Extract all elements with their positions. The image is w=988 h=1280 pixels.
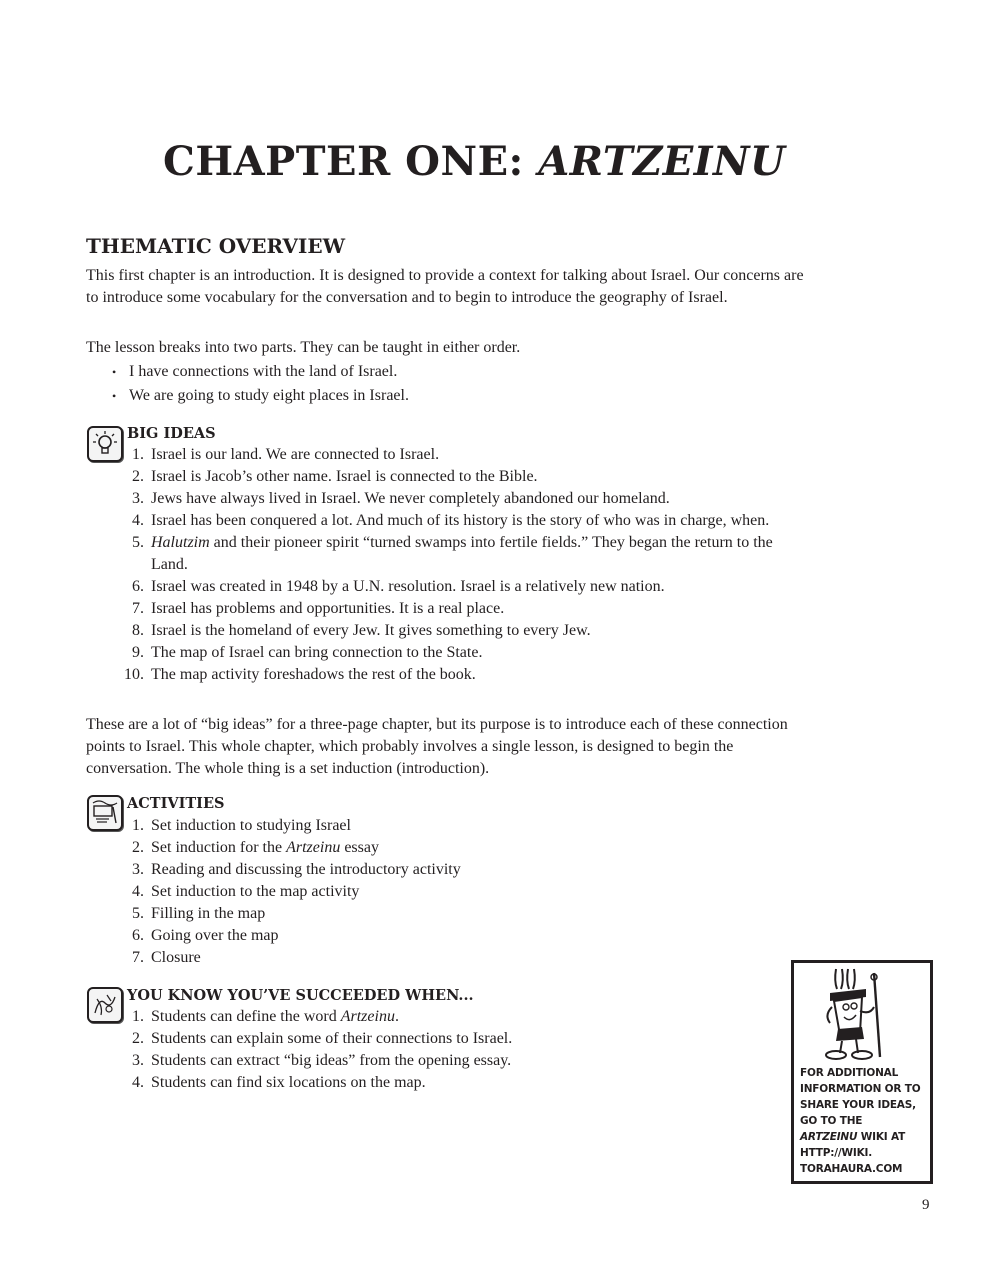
overview-bullet-list xyxy=(112,360,409,408)
big-ideas-heading: BIG IDEAS xyxy=(127,425,216,442)
success-icon xyxy=(87,987,123,1023)
chapter-title xyxy=(163,138,785,185)
list-item: 7. Closure xyxy=(132,949,201,966)
list-item: 3. Reading and discussing the introductory activity xyxy=(132,861,461,878)
list-item: 1. Set induction to studying Israel xyxy=(132,817,351,834)
overview-paragraph-2: The lesson breaks into two parts. They can be taught in either order. xyxy=(86,339,521,356)
wiki-info-text: FOR ADDITIONAL INFORMATION OR TO SHARE YOUR IDEAS, GO TO THE ARTZEINU WIKI AT HTTP://WIKI. TORAHAURA.COM xyxy=(800,1065,928,1177)
big-ideas-closing-paragraph: These are a lot of “big ideas” for a three-page chapter, but its purpose is to introduce each of these connection points to Israel. This whole chapter, which probably involves a single lesson, is designed to begin the conversation. The whole thing is a set induction (introduction). xyxy=(86,716,788,777)
list-item: 2. Israel is Jacob’s other name. Israel is connected to the Bible. xyxy=(132,468,538,485)
list-item: 6. Israel was created in 1948 by a U.N. resolution. Israel is a relatively new nation. xyxy=(132,578,665,595)
big-ideas-list xyxy=(126,444,801,686)
wiki-link[interactable]: HTTP://WIKI. xyxy=(800,1147,873,1159)
page-number: 9 xyxy=(922,1197,930,1213)
list-item: 1. Israel is our land. We are connected to Israel. xyxy=(132,446,440,463)
list-item: 5. Halutzim and their pioneer spirit “turned swamps into fertile fields.” They began the return to the Land. xyxy=(132,534,773,573)
list-item: 1. Students can define the word Artzeinu. xyxy=(132,1008,399,1025)
classroom-icon xyxy=(87,795,123,831)
list-item: 9. The map of Israel can bring connection to the State. xyxy=(132,644,483,661)
bullet-icon: • xyxy=(112,389,117,403)
lightbulb-icon xyxy=(87,426,123,462)
list-item: 4. Students can find six locations on the map. xyxy=(132,1074,426,1091)
success-list xyxy=(126,1006,801,1094)
list-item: 4. Israel has been conquered a lot. And much of its history is the story of who was in charge, when. xyxy=(132,512,770,529)
wiki-sidebar-box xyxy=(791,960,933,1184)
list-item: 7. Israel has problems and opportunities. It is a real place. xyxy=(132,600,505,617)
wiki-link-domain[interactable]: TORAHAURA.COM xyxy=(800,1163,903,1175)
list-item: 4. Set induction to the map activity xyxy=(132,883,360,900)
list-item: 8. Israel is the homeland of every Jew. It gives something to every Jew. xyxy=(132,622,591,639)
chapter-title-prefix: CHAPTER ONE: xyxy=(163,138,539,185)
list-item: 2. Set induction for the Artzeinu essay xyxy=(132,839,379,856)
list-item: 10. The map activity foreshadows the rest of the book. xyxy=(124,666,476,683)
list-item: 3. Students can extract “big ideas” from the opening essay. xyxy=(132,1052,512,1069)
overview-paragraph-1: This first chapter is an introduction. It is designed to provide a context for talking about Israel. Our concerns are to introduce some vocabulary for the conversation and to begin to introduce the geography of Israel. xyxy=(86,267,804,306)
list-item: 3. Jews have always lived in Israel. We never completely abandoned our homeland. xyxy=(132,490,670,507)
list-item: 5. Filling in the map xyxy=(132,905,266,922)
list-item: 2. Students can explain some of their connections to Israel. xyxy=(132,1030,513,1047)
bullet-item: • I have connections with the land of Israel. xyxy=(112,360,409,384)
success-heading: YOU KNOW YOU’VE SUCCEEDED WHEN... xyxy=(127,987,474,1004)
mascot-illustration-icon xyxy=(810,967,910,1063)
bullet-icon: • xyxy=(112,365,117,379)
activities-list xyxy=(126,815,801,969)
activities-heading: ACTIVITIES xyxy=(127,795,225,812)
list-item: 6. Going over the map xyxy=(132,927,279,944)
bullet-item: • We are going to study eight places in Israel. xyxy=(112,384,409,408)
chapter-title-italic: ARTZEINU xyxy=(538,138,786,185)
thematic-overview-heading: THEMATIC OVERVIEW xyxy=(86,234,346,258)
